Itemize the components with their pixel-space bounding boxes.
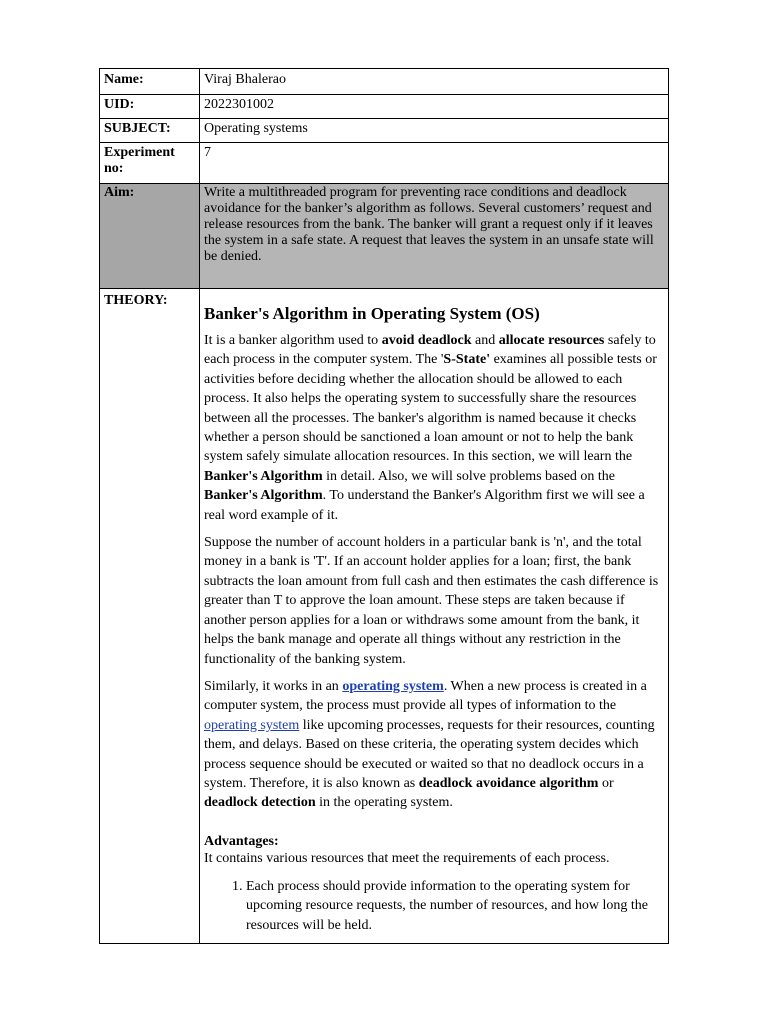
- aim-row: [100, 184, 669, 289]
- name-row: [100, 69, 669, 95]
- theory-paragraph-2: Suppose the number of account holders in a particular bank is 'n', and the total money in a bank is 'T'. If an account holder applies for a loan; first, the bank subtracts the loan amount from full cash and then estimates the cash difference is greater than T to approve the loan amount. These steps are taken because if another person applies for a loan or withdraws some amount from the bank, it helps the bank manage and operate all things without any restriction in the functionality of the banking system.: [204, 535, 659, 667]
- experiment-row: [100, 143, 669, 184]
- theory-title: Banker's Algorithm in Operating System (OS): [204, 304, 540, 323]
- experiment-label: Experiment no:: [100, 143, 200, 184]
- operating-system-link-2[interactable]: operating system: [204, 717, 300, 733]
- theory-paragraph-1: It is a banker algorithm used to avoid deadlock and allocate resources safely to each process in the computer system. The 'S-State' examines all possible tests or activities before deciding whether the allocation should be allowed to each process. It also helps the operating system to successfully share the resources between all the processes. The banker's algorithm is named because it checks whether a person should be sanctioned a loan amount or not to help the bank system safely simulate allocation resources. In this section, we will learn the Banker's Algorithm in detail. Also, we will solve problems based on the Banker's Algorithm. To understand the Banker's Algorithm first we will see a real word example of it.: [204, 333, 657, 523]
- aim-text: Write a multithreaded program for preventing race conditions and deadlock avoidance for the banker’s algorithm as follows. Several customers’ request and release resources from the bank. The banker will grant a request only if it leaves the system in a safe state. A request that leaves the system in an unsafe state will be denied.: [200, 184, 669, 289]
- advantages-intro: It contains various resources that meet the requirements of each process.: [204, 850, 610, 866]
- name-label: Name:: [100, 69, 200, 95]
- experiment-value: 7: [200, 143, 669, 184]
- advantages-list: [204, 877, 662, 935]
- name-value: Viraj Bhalerao: [200, 69, 669, 95]
- theory-row: [100, 289, 669, 944]
- theory-label: THEORY:: [100, 289, 200, 944]
- advantages-heading: Advantages:: [204, 833, 279, 849]
- theory-paragraph-3: Similarly, it works in an operating system. When a new process is created in a computer system, the process must provide all types of information to the operating system like upcoming processes, requests for their resources, counting them, and delays. Based on these criteria, the operating system decides which process sequence should be executed or waited so that no deadlock occurs in a system. Therefore, it is also known as deadlock avoidance algorithm or deadlock detection in the operating system.: [204, 678, 655, 811]
- advantages-item-1: 1. Each process should provide information to the operating system for upcoming resource requests, the number of resources, and how long the resources will be held.: [246, 877, 662, 935]
- uid-label: UID:: [100, 95, 200, 119]
- uid-row: [100, 95, 669, 119]
- theory-content: [200, 289, 669, 944]
- uid-value: 2022301002: [200, 95, 669, 119]
- aim-label: Aim:: [100, 184, 200, 289]
- operating-system-link[interactable]: operating system: [342, 678, 444, 694]
- subject-label: SUBJECT:: [100, 119, 200, 143]
- subject-value: Operating systems: [200, 119, 669, 143]
- experiment-sheet-table: [99, 68, 669, 944]
- subject-row: [100, 119, 669, 143]
